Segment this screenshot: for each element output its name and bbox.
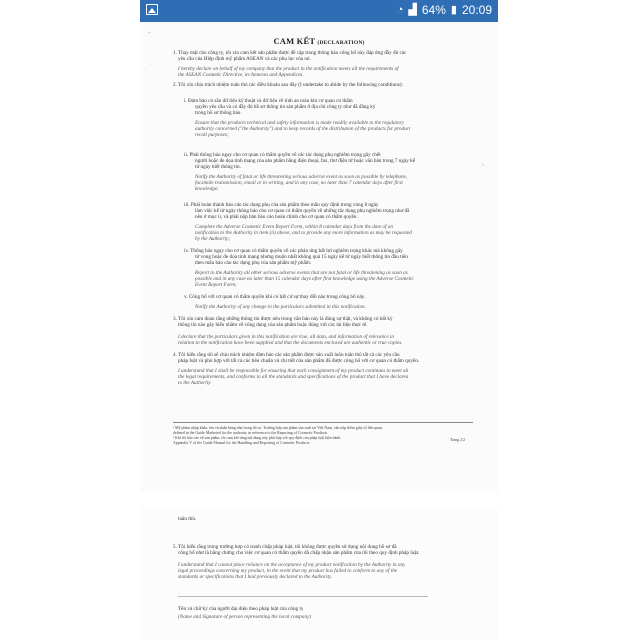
text-line: standards or specifications that I had previously declared to the Authority.: [178, 574, 333, 580]
text-line: iv. Thông báo ngay cho cơ quan có thẩm quyền về các phản ứng bất lợi nghiêm trọng khác mà không gây: [184, 248, 403, 254]
title-main: CAM KẾT: [273, 36, 316, 46]
text-line: I declare that the particulars given in this notification are true, all data, and information of relevance in: [178, 334, 394, 340]
text-line: possible and in any case no later than 15 calendar days after first knowledge using the Adverse Cosmetic: [195, 276, 414, 282]
text-line: yêu cầu của Hiệp định mỹ phẩm ASEAN và các phụ lục của nó.: [178, 56, 311, 62]
text-line: thông tin nào gây hiểu nhầm về công dụng của sản phẩm hoặc đúng với các tài liệu thực tế.: [178, 322, 368, 328]
text-line: authority concerned ("the Authority") and to keep records of the distribution of the products for product: [195, 126, 411, 132]
text-line: i. Đảm bảo có sẵn dữ liệu kỹ thuật và dữ liệu về tính an toàn khi cơ quan có thẩm: [184, 98, 353, 104]
text-line: 3. Tôi xin cam đoan rằng những thông tin được nêu trong văn bản này là đúng sự thật, và không có bất kỳ: [173, 316, 393, 322]
text-line: v. Công bố với cơ quan có thẩm quyền khi có bất cứ sự thay đổi nào trong công bố này.: [184, 294, 366, 300]
footnote: defined in the Guide Marketed for the authority in reference to the Reporting of Cosmetic Products: [173, 431, 328, 435]
text-line: trong hồ sơ thông báo.: [195, 110, 242, 116]
margin-mark: ›: [482, 162, 484, 168]
text-line: the legal requirements, and conforms to all the standards and specifications of the product that I have declared: [178, 374, 409, 380]
text-line: Tên và chữ ký của người đại diện theo pháp luật của công ty: [178, 606, 304, 612]
text-line: iii. Phải hoàn thành báo cáo tác dụng phụ của sản phẩm theo mẫu quy định trong vòng 8 ngày: [184, 202, 379, 208]
status-bar: [140, 0, 498, 22]
text-line: người hoặc đe dọa tính mạng của sản phẩm bằng điện thoại, fax, thư điện tử hoặc văn bản trong 7 ngày kể: [195, 158, 416, 164]
text-line: by the Authority;: [195, 236, 231, 242]
text-line: pháp luật và phù hợp với tất cả các tiêu chuẩn và chi tiết của sản phẩm đã được công bố với cơ quan có thẩm quyền.: [178, 358, 420, 364]
text-line: 1. Thay mặt cho công ty, tôi xin cam kết sản phẩm được đề cập trong thông báo công bố này đáp ứng đầy đủ các: [173, 50, 407, 56]
text-line: Notify the Authority of any change in the particulars submitted in this notification.: [195, 304, 366, 310]
text-line: nêu ở mục ii, và phải nộp bản báo cáo hoàn chỉnh cho cơ quan có thẩm quyền.: [195, 214, 358, 220]
margin-mark: ·: [150, 62, 152, 68]
text-line: tử vong hoặc đe dọa tính mạng nhưng muộn nhất không quá 15 ngày kể từ ngày biết thông tin đầu tiên: [195, 254, 408, 260]
footnote: ² Khi tôi báo cáo về sản phẩm, tôi cam kết rằng nội dung này phù hợp với quy định của pháp luật hiện hành.: [173, 436, 342, 440]
battery-icon: ▮: [450, 4, 457, 16]
text-line: theo mẫu báo cáo tác dụng phụ của sản phẩm mỹ phẩm.: [195, 260, 312, 266]
text-line: 4. Tôi hiểu rằng tôi sẽ chịu trách nhiệm đảm bảo các sản phẩm được sản xuất luôn tuân thủ tất cả các yêu cầu: [173, 352, 400, 358]
text-line: Notify the Authority of fatal or life threatening serious adverse event as soon as possible by telephone,: [195, 174, 408, 180]
text-line: 5. Tôi hiểu rằng trong trường hợp có tranh chấp pháp luật, tôi không được quyền sử dụng nội dung hồ sơ đã: [173, 544, 397, 550]
margin-mark: ⁃: [148, 31, 151, 37]
signature-line: [178, 596, 428, 597]
text-line: the ASEAN Cosmetic Directive, its Annexes and Appendices.: [178, 72, 304, 78]
text-line: công bố như là bằng chứng cho việc cơ quan có thẩm quyền đã chấp nhận sản phẩm của tôi theo quy định pháp luật.: [178, 550, 420, 556]
text-line: ii. Phải thông báo ngay cho cơ quan có thẩm quyền về các tác dụng phụ nghiêm trọng gây chết: [184, 152, 381, 158]
text-line: quyền yêu cầu và có đầy đủ hồ sơ thông tin sản phẩm ở địa chỉ công ty như đã đăng ký: [195, 104, 376, 110]
title-sub: (DECLARATION): [317, 40, 365, 46]
text-line: facsimile transmission, email or in writing, and in any case, no later than 7 calendar days after first: [195, 180, 403, 186]
text-line: I understand that I shall be responsible for ensuring that each consignment of my product continues to meet all: [178, 368, 409, 374]
text-line: Report to the Authority all other serious adverse events that are not fatal or life threatening as soon as: [195, 270, 408, 276]
text-line: I understand that I cannot place reliance on the acceptance of my product notification by the Authority in any: [178, 562, 406, 568]
text-line: to the Authority.: [178, 380, 212, 386]
footnote-divider: [173, 422, 473, 423]
status-icons: [397, 3, 492, 17]
footnote: Appendix V of the Guide Manual for the Handling and Reporting of Cosmetic Products: [173, 441, 310, 445]
text-line: 2. Tôi xin chịu trách nhiệm tuân thủ các điều khoản sau đây (I undertake to abide by the following conditions):: [173, 82, 403, 88]
wifi-icon: ◔: [396, 4, 404, 16]
page-title: [140, 36, 498, 46]
text-line: (Name and Signature of person representing the local company): [178, 614, 312, 620]
text-line: knowledge;: [195, 186, 219, 192]
text-line: từ ngày biết thông tin.: [195, 164, 241, 170]
text-line: notification to the Authority in item (ii) above, and to provide any more information as may be requested: [195, 230, 412, 236]
battery-level: 64%: [421, 3, 446, 17]
clock: 20:09: [461, 3, 492, 17]
document-page-2[interactable]: [140, 508, 498, 640]
text-line: làm việc kể từ ngày thông báo cho cơ quan có thẩm quyền về những tác dụng phụ nghiêm trọng như đã: [195, 208, 410, 214]
text-line: Event Report Form;: [195, 282, 237, 288]
text-line: Complete the Adverse Cosmetic Event Report Form, within 8 calendar days from the date of an: [195, 224, 393, 230]
signal-icon: ▟: [408, 4, 417, 16]
footnote: ¹ Mỹ phẩm nhập khẩu, tên và nhãn hàng như trong hồ sơ. Trường hợp sản phẩm sản xuất tại Việt Nam, cần nộp thêm giấy tờ liên quan.: [173, 426, 383, 430]
text-line: legal proceedings concerning my product, in the event that my product has failed to conform to any of the: [178, 568, 398, 574]
page-number: Trang 2/2: [450, 438, 466, 442]
text-line: relation to the notification have been supplied and that the documents enclosed are authentic or true copies.: [178, 340, 403, 346]
gallery-icon: [146, 4, 158, 15]
text-line: tuân thủ.: [178, 516, 197, 522]
text-line: Ensure that the products technical and safety information is made readily available to the regulatory: [195, 120, 405, 126]
text-line: I hereby declare on behalf of my company that the product in the notification meets all the requirements of: [178, 66, 399, 72]
document-page-1[interactable]: [140, 22, 498, 492]
text-line: recall purposes;: [195, 132, 229, 138]
page-separator: [140, 492, 498, 508]
